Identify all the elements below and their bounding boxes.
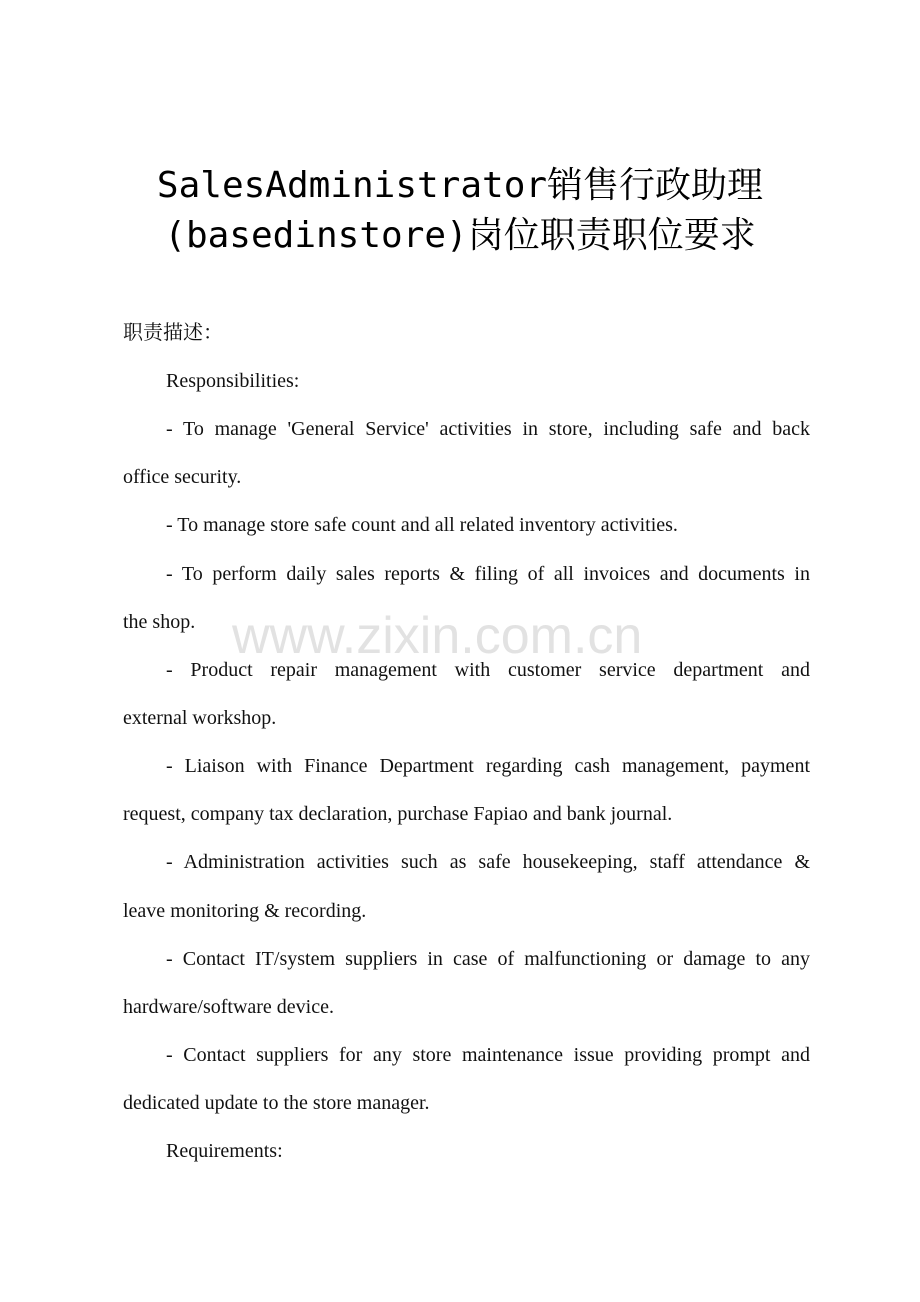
responsibility-item-7: - Contact IT/system suppliers in case of malfunctioning or damage to any	[166, 948, 810, 970]
responsibility-item-6: - Administration activities such as safe housekeeping, staff attendance &	[166, 851, 810, 873]
responsibility-item-8: - Contact suppliers for any store maintenance issue providing prompt and	[166, 1044, 810, 1066]
responsibility-item-3: - To perform daily sales reports & filing of all invoices and documents in	[166, 563, 810, 585]
responsibility-item-3-cont: the shop.	[123, 611, 196, 633]
document-title-line-1: SalesAdministrator销售行政助理	[156, 165, 764, 206]
requirements-label: Requirements:	[166, 1140, 283, 1162]
responsibilities-label: Responsibilities:	[166, 370, 300, 392]
responsibility-item-5: - Liaison with Finance Department regarding cash management, payment	[166, 755, 810, 777]
responsibility-item-5-cont: request, company tax declaration, purchase Fapiao and bank journal.	[123, 803, 673, 825]
responsibility-item-6-cont: leave monitoring & recording.	[123, 900, 367, 922]
responsibility-item-1-cont: office security.	[123, 466, 242, 488]
responsibility-item-8-cont: dedicated update to the store manager.	[123, 1092, 430, 1114]
responsibility-item-4-cont: external workshop.	[123, 707, 277, 729]
document-title-line-2: (basedinstore)岗位职责职位要求	[164, 215, 756, 256]
watermark: www.zixin.com.cn	[232, 607, 643, 665]
responsibility-item-2: - To manage store safe count and all related inventory activities.	[166, 514, 678, 536]
section-heading: 职责描述：	[123, 322, 223, 344]
responsibility-item-4: - Product repair management with customer service department and	[166, 659, 810, 681]
responsibility-item-7-cont: hardware/software device.	[123, 996, 334, 1018]
responsibility-item-1: - To manage 'General Service' activities in store, including safe and back	[166, 418, 810, 440]
